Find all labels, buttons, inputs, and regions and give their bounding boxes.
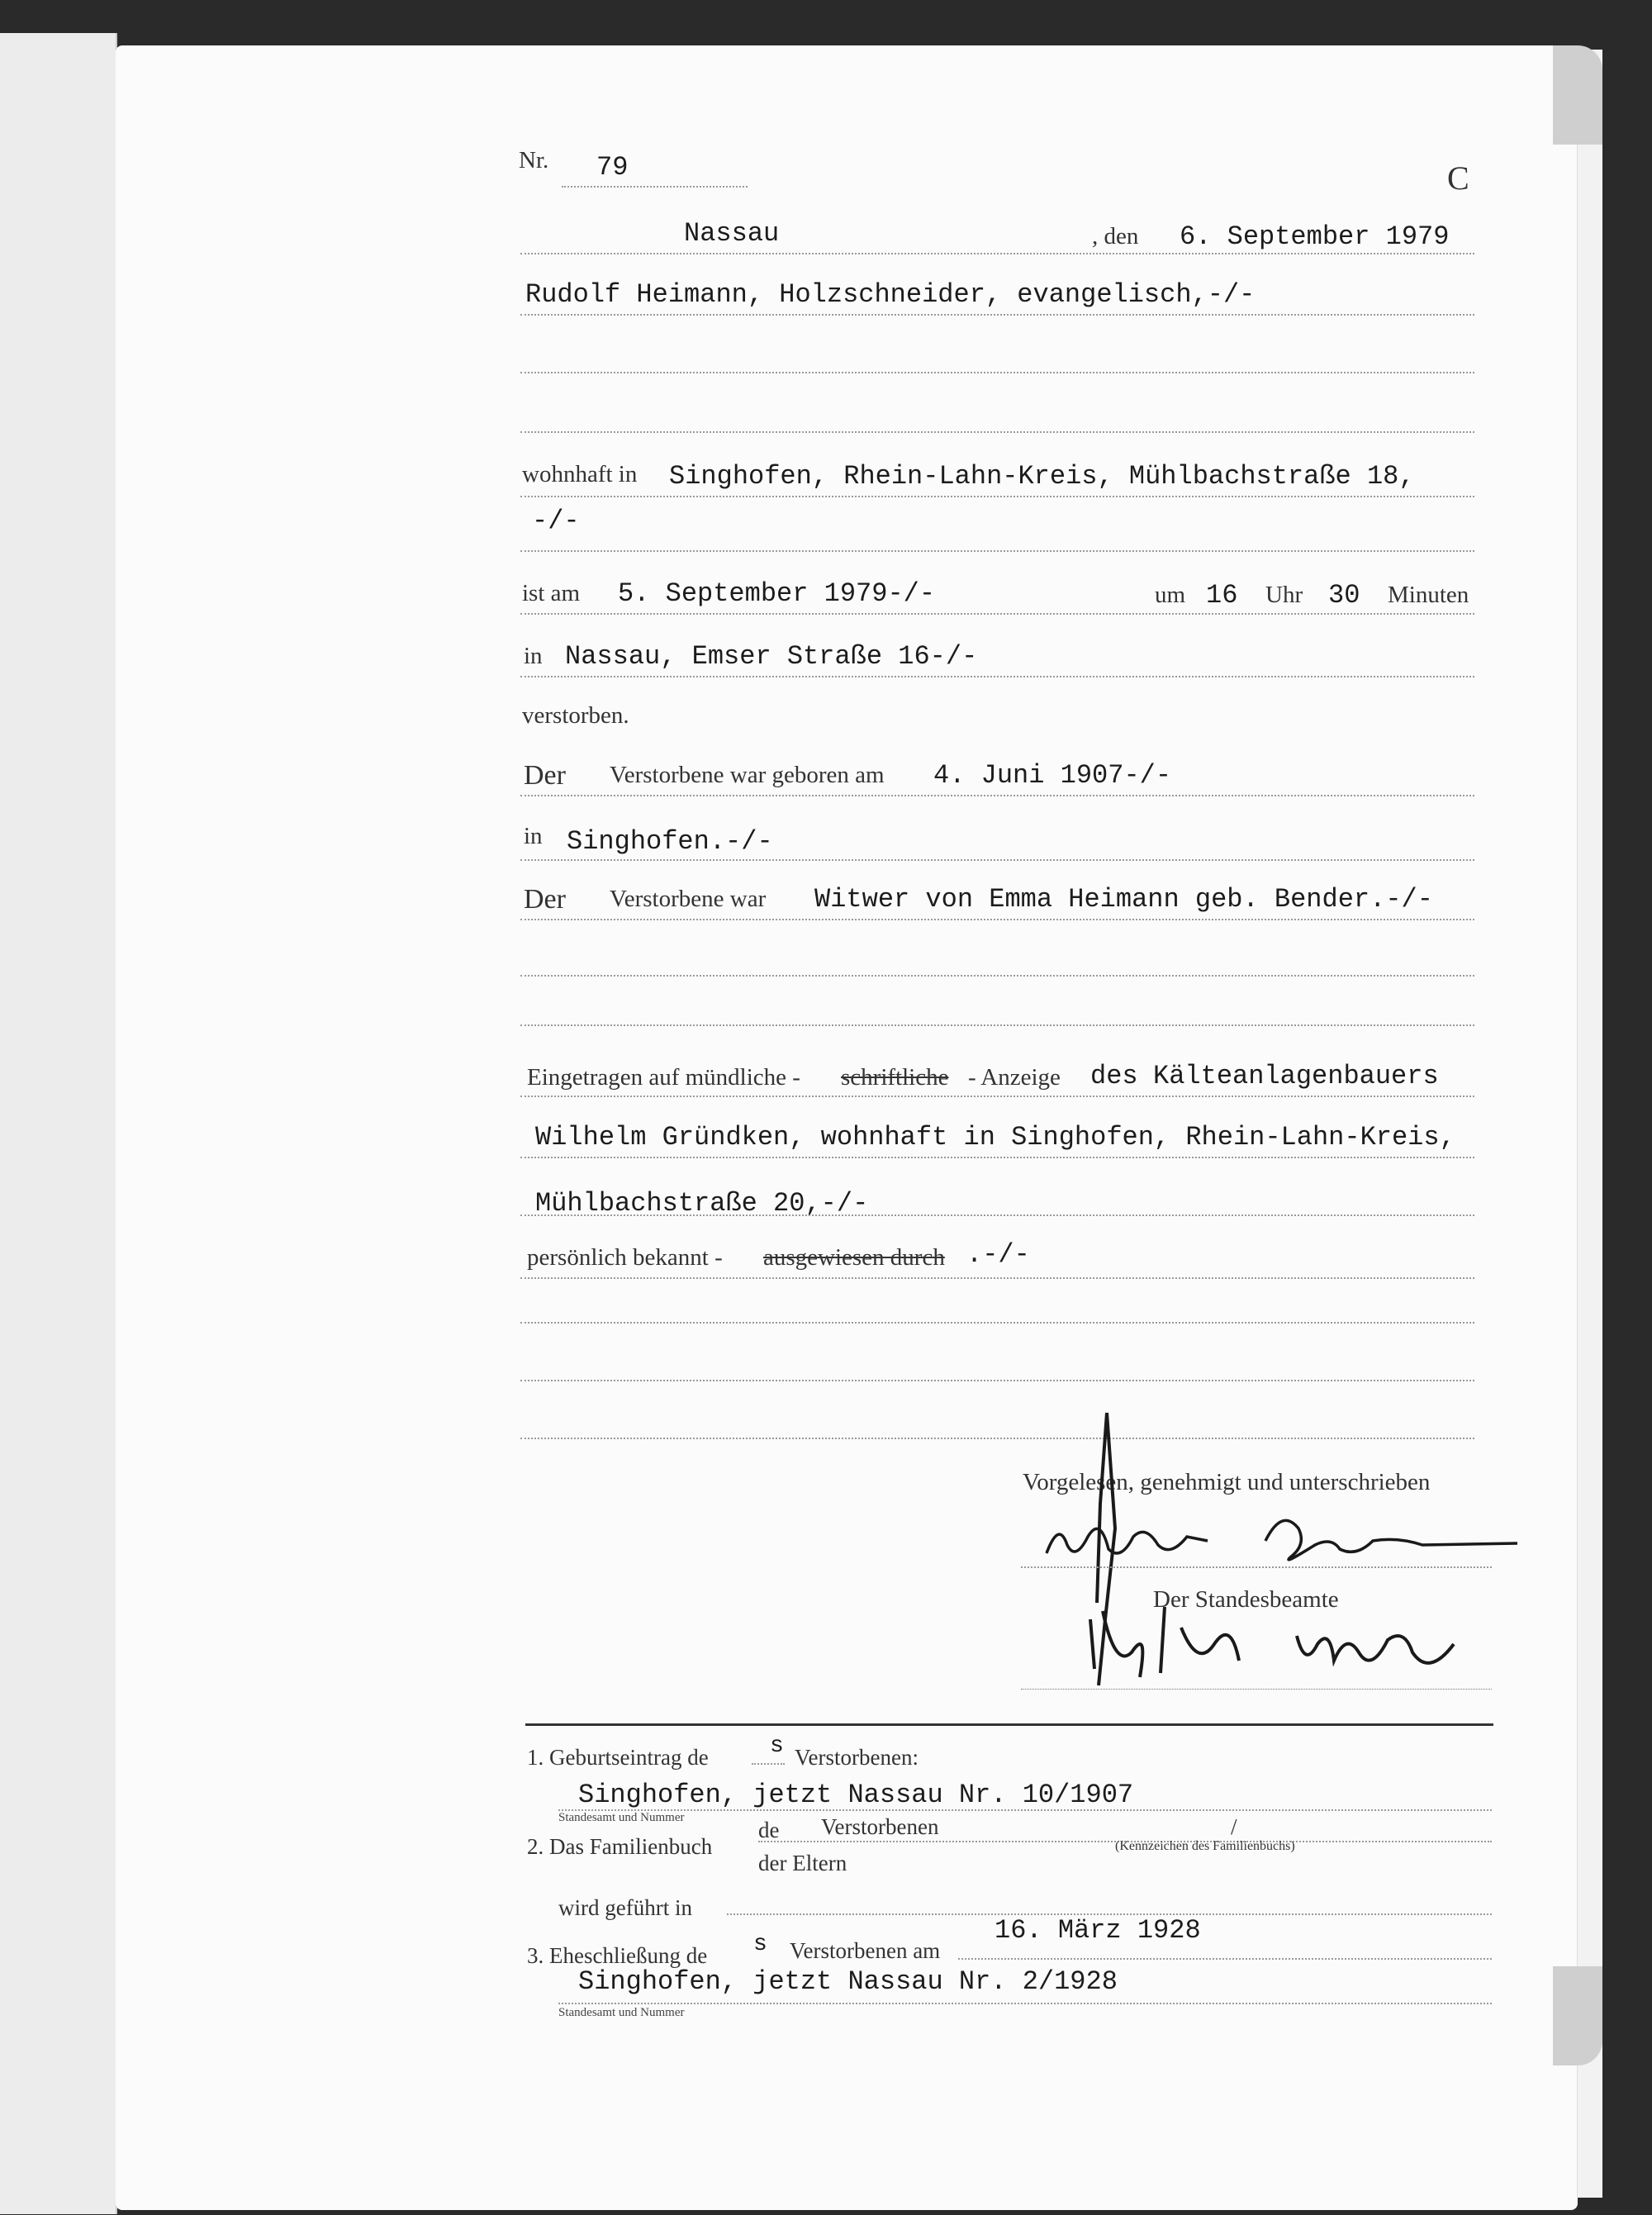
deceased-line-underline [520,314,1474,316]
marriage-register-entry: Singhofen, jetzt Nassau Nr. 2/1928 [578,1966,1118,1997]
time-minute: 30 [1328,580,1360,611]
document-date: 6. September 1979 [1180,221,1450,252]
fn2-de: de [758,1818,780,1842]
residence: Singhofen, Rhein-Lahn-Kreis, Mühlbachstraße 18, [669,461,1415,492]
footer-rule [525,1723,1493,1726]
fn2-parents: der Eltern [758,1851,847,1875]
born-der: Der [524,760,566,791]
residence-cont: -/- [532,506,580,536]
fn2-kennzeichen: (Kennzeichen des Familienbuchs) [1115,1839,1295,1853]
reporter-line-1: Wilhelm Gründken, wohnhaft in Singhofen, Rhein-Lahn-Kreis, [535,1122,1455,1153]
known-struck: ausgewiesen durch [763,1244,945,1271]
blank-line-2 [520,431,1474,433]
page-edge [1577,50,1602,2198]
blank-line-6 [520,1380,1474,1381]
form-letter: C [1447,159,1469,197]
place-line [520,253,1474,254]
time-minuten: Minuten [1388,582,1469,608]
birth-place-label: in [524,823,543,849]
place: Nassau [684,218,780,249]
reporter-line-2: Mühlbachstraße 20,-/- [535,1188,869,1219]
report-mid: - Anzeige [968,1064,1061,1091]
report-struck: schriftliche [841,1064,949,1091]
report-line [520,1096,1474,1097]
residence-label: wohnhaft in [522,461,638,487]
death-place: Nassau, Emser Straße 16-/- [565,641,978,672]
birth-date-line [520,795,1474,796]
death-date: 5. September 1979-/- [618,578,936,609]
left-page [0,33,117,2214]
blank-line-7 [520,1438,1474,1439]
fn3-line [958,1958,1492,1960]
reporter-line-1-underline [520,1157,1474,1158]
fn3-label: 3. Eheschließung de [527,1943,708,1968]
signature-registrar [1082,1595,1470,1685]
marriage-date: 16. März 1928 [995,1915,1201,1946]
fn2-wird: wird geführt in [558,1895,692,1920]
blank-line-1 [520,372,1474,373]
report-des: des [1090,1061,1138,1091]
fn3-value-line [558,2003,1492,2004]
fn2-label: 2. Das Familienbuch [527,1834,713,1859]
signature-reporter [1042,1512,1521,1570]
read-approved: Vorgelesen, genehmigt und unterschrieben [1023,1469,1431,1495]
time-uhr: Uhr [1265,582,1303,608]
fn1-suffix: s [770,1733,784,1759]
fn1-value-line [558,1809,1492,1811]
fn2-slash: / [1231,1814,1237,1839]
death-place-line [520,676,1474,677]
fn3-suffix: s [753,1932,767,1957]
registrar-signature-line [1021,1689,1492,1690]
fn1-label: 1. Geburtseintrag de [527,1745,709,1770]
birth-date: 4. Juni 1907-/- [933,760,1172,791]
residence-line [520,496,1474,497]
fn1-tail: Verstorbenen: [795,1745,919,1770]
known-line [520,1277,1474,1279]
birth-register-entry: Singhofen, jetzt Nassau Nr. 10/1907 [578,1780,1134,1810]
blank-line-3 [520,975,1474,977]
fn1-standesamt: Standesamt und Nummer [558,1811,685,1824]
record-number-label: Nr. [519,147,549,173]
registrar-label: Der Standesbeamte [1153,1586,1339,1613]
time-hour: 16 [1206,580,1238,611]
page-corner-bottom [1553,1966,1602,2065]
residence-cont-line [520,550,1474,552]
marital-status: Witwer von Emma Heimann geb. Bender.-/- [814,884,1433,915]
known-label: persönlich bekannt - [527,1244,723,1271]
fn3-standesamt: Standesamt und Nummer [558,2006,685,2019]
verstorben-label: verstorben. [522,702,629,729]
status-der: Der [524,884,566,915]
death-date-label: ist am [522,580,581,606]
fn2-value: Verstorbenen [821,1814,939,1839]
page-corner-top [1553,45,1602,145]
date-prefix: , den [1092,223,1139,250]
deceased-line: Rudolf Heimann, Holzschneider, evangelisch,-/- [525,279,1256,310]
death-date-line [520,613,1474,615]
death-place-label: in [524,643,543,669]
birth-place: Singhofen.-/- [567,826,773,857]
reporter-title: Kälteanlagenbauers [1153,1061,1439,1091]
known-end: .-/- [966,1239,1030,1270]
time-um: um [1155,582,1186,608]
fn3-tail: Verstorbenen am [790,1938,941,1963]
status-label: Verstorbene war [610,886,767,912]
blank-line-5 [520,1322,1474,1324]
report-intro: Eingetragen auf mündliche - [527,1064,800,1091]
reporter-signature-line [1021,1566,1492,1568]
record-number: 79 [596,152,629,183]
blank-line-4 [520,1024,1474,1026]
reporter-line-2-underline [520,1214,1474,1216]
fn1-line-a [752,1763,785,1765]
record-number-line [562,186,748,188]
birth-place-line [520,859,1474,861]
status-line [520,919,1474,920]
born-label: Verstorbene war geboren am [610,762,885,788]
